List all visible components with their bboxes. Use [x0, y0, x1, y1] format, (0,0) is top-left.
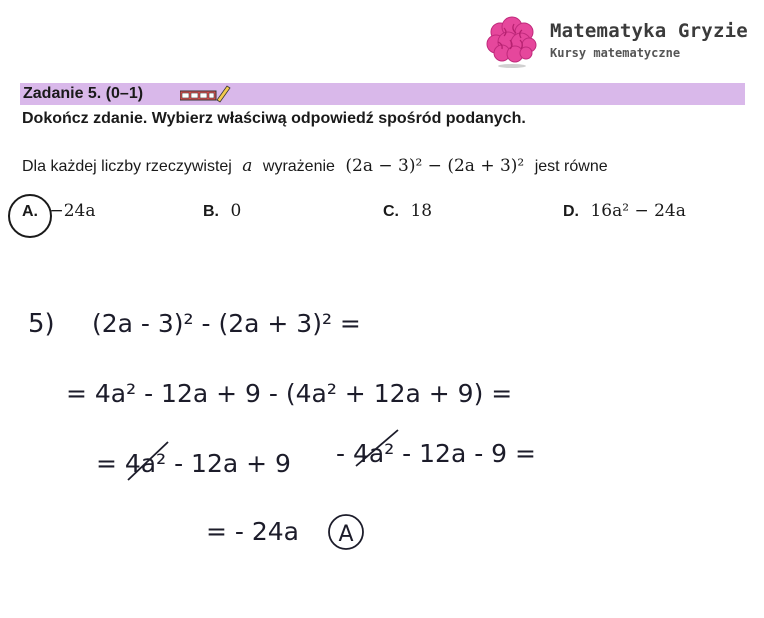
logo: [484, 14, 754, 70]
option-value: 0: [230, 201, 242, 221]
hw-line-2: = 4a² - 12a + 9 - (4a² + 12a + 9) =: [66, 379, 513, 408]
task-header-bar: [20, 83, 745, 105]
question-prefix: Dla każdej liczby rzeczywistej: [22, 158, 232, 175]
question-mid: wyrażenie: [262, 158, 335, 175]
option-d[interactable]: [563, 201, 686, 221]
option-value: 18: [410, 201, 433, 221]
task-instruction: Dokończ zdanie. Wybierz właściwą odpowiedź spośród podanych.: [22, 110, 526, 127]
option-letter: A.: [22, 203, 38, 220]
hw-line-4: = - 24a: [206, 517, 299, 546]
option-letter: D.: [563, 203, 579, 220]
option-value: −24a: [49, 201, 96, 221]
hw-answer-letter: A: [338, 522, 354, 547]
question-text: [22, 156, 608, 176]
option-a[interactable]: [22, 201, 95, 221]
question-expression: (2a − 3)² − (2a + 3)²: [345, 156, 525, 176]
logo-subtitle: Kursy matematyczne: [550, 46, 681, 60]
option-c[interactable]: [383, 201, 432, 221]
option-letter: B.: [203, 203, 219, 220]
option-value: 16a² − 24a: [590, 201, 686, 221]
brain-logo-icon: [484, 14, 540, 70]
question-variable: a: [242, 156, 253, 176]
hw-line-3-part-2: - 4a² - 12a - 9 =: [336, 439, 536, 468]
handwritten-solution: [0, 270, 764, 618]
hw-line-1: (2a - 3)² - (2a + 3)² =: [92, 309, 361, 338]
question-suffix: jest równe: [534, 158, 608, 175]
hw-task-number: 5): [28, 309, 55, 339]
task-title: Zadanie 5. (0–1): [23, 85, 144, 102]
pencil-exercise-icon: [180, 85, 234, 103]
hw-line-3-part-1: = 4a² - 12a + 9: [96, 449, 291, 478]
option-b[interactable]: [203, 201, 241, 221]
option-letter: C.: [383, 203, 399, 220]
logo-title: Matematyka Gryzie: [550, 20, 748, 42]
